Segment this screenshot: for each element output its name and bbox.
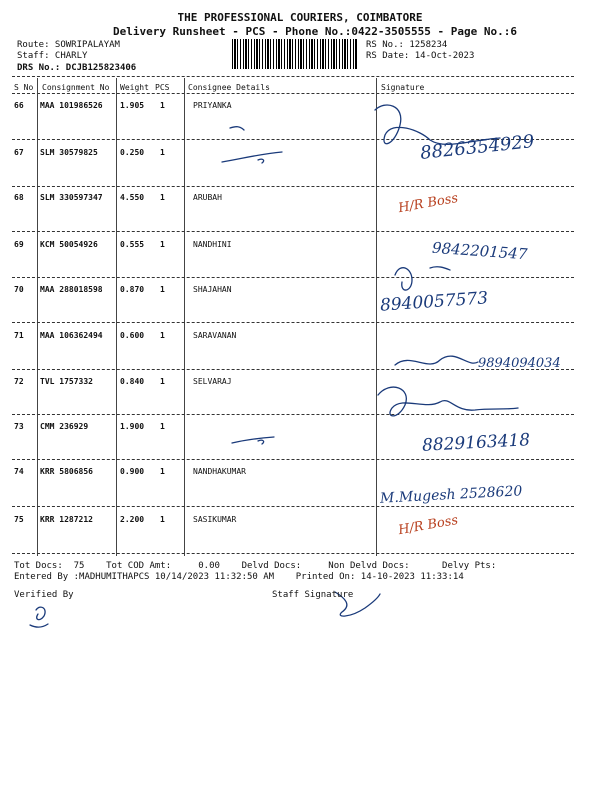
row-sno: 72 <box>14 377 24 386</box>
row-pcs: 1 <box>160 331 165 340</box>
signature-scribble <box>395 267 450 290</box>
row-weight: 1.900 <box>120 422 145 431</box>
row-sno: 71 <box>14 331 24 340</box>
col-consignment: Consignment No <box>42 83 110 92</box>
drs-label: DRS No.: <box>17 63 61 73</box>
handwritten-phone: 9894094034 <box>478 356 561 371</box>
row-pcs: 1 <box>160 285 165 294</box>
runsheet-subtitle: Delivery Runsheet - PCS - Phone No.:0422-3505555 - Page No.:6 <box>113 25 517 38</box>
col-pcs: PCS <box>155 83 170 92</box>
row-consignment: KRR 1287212 <box>40 515 93 524</box>
row-consignment: MAA 101986526 <box>40 101 103 110</box>
row-weight: 0.600 <box>120 331 145 340</box>
row-sno: 68 <box>14 193 24 202</box>
col-weight: Weight <box>120 83 149 92</box>
handwritten-name: M.Mugesh 2528620 <box>379 483 523 507</box>
row-consignee: SHAJAHAN <box>193 285 232 294</box>
rs-number: RS No.: 1258234 <box>366 40 448 50</box>
handwritten-phone: 8940057573 <box>379 288 489 316</box>
row-consignee: ARUBAH <box>193 193 222 202</box>
row-weight: 4.550 <box>120 193 145 202</box>
row-pcs: 1 <box>160 193 165 202</box>
row-consignment: TVL 1757332 <box>40 377 93 386</box>
row-consignment: CMM 236929 <box>40 422 89 431</box>
row-weight: 2.200 <box>120 515 145 524</box>
row-consignee: NANDHINI <box>193 240 232 249</box>
col-signature: Signature <box>381 83 425 92</box>
row-consignment: SLM 30579825 <box>40 148 98 157</box>
handwritten-phone: 8829163418 <box>421 430 531 456</box>
row-consignee: SELVARAJ <box>193 377 232 386</box>
row-pcs: 1 <box>160 422 165 431</box>
row-sno: 66 <box>14 101 24 110</box>
row-consignment: MAA 106362494 <box>40 331 103 340</box>
row-weight: 0.900 <box>120 467 145 476</box>
row-sno: 74 <box>14 467 24 476</box>
row-weight: 0.840 <box>120 377 145 386</box>
verified-by-label: Verified By <box>14 590 74 600</box>
staff-label: Staff: CHARLY <box>17 51 88 61</box>
totals-line: Tot Docs: 75 Tot COD Amt: 0.00 Delvd Docs: Non Delvd Docs: Delvy Pts: <box>14 561 497 571</box>
row-weight: 0.870 <box>120 285 145 294</box>
staff-signature-label: Staff Signature <box>272 590 354 600</box>
row-weight: 0.250 <box>120 148 145 157</box>
signature-scribble <box>375 105 500 144</box>
row-consignment: SLM 330597347 <box>40 193 103 202</box>
signature-scribble <box>230 127 244 130</box>
row-consignment: MAA 288018598 <box>40 285 103 294</box>
row-pcs: 1 <box>160 240 165 249</box>
stamp-hr-boss: H/R Boss <box>397 512 460 539</box>
row-sno: 67 <box>14 148 24 157</box>
company-title: THE PROFESSIONAL COURIERS, COIMBATORE <box>177 11 423 24</box>
row-consignment: KRR 5806856 <box>40 467 93 476</box>
row-sno: 70 <box>14 285 24 294</box>
signature-scribble <box>395 356 478 365</box>
col-sno: S No <box>14 83 34 92</box>
row-weight: 1.905 <box>120 101 145 110</box>
row-pcs: 1 <box>160 467 165 476</box>
row-consignment: KCM 50054926 <box>40 240 98 249</box>
row-pcs: 1 <box>160 515 165 524</box>
handwritten-phone: 9842201547 <box>431 238 528 264</box>
drs-value: DCJB125823406 <box>65 63 137 73</box>
signature-scribble <box>232 437 274 444</box>
row-weight: 0.555 <box>120 240 145 249</box>
row-pcs: 1 <box>160 101 165 110</box>
row-sno: 69 <box>14 240 24 249</box>
row-sno: 75 <box>14 515 24 524</box>
row-sno: 73 <box>14 422 24 431</box>
rs-date: RS Date: 14-Oct-2023 <box>366 51 475 61</box>
signature-scribble <box>30 607 48 627</box>
row-consignee: PRIYANKA <box>193 101 232 110</box>
col-consignee: Consignee Details <box>188 83 270 92</box>
route-label: Route: SOWRIPALAYAM <box>17 40 120 50</box>
row-pcs: 1 <box>160 377 165 386</box>
entered-by-line: Entered By :MADHUMITHAPCS 10/14/2023 11:32:50 AM Printed On: 14-10-2023 11:33:14 <box>14 572 464 582</box>
handwritten-phone: 8826354929 <box>419 131 536 164</box>
row-pcs: 1 <box>160 148 165 157</box>
signature-scribble <box>222 152 282 163</box>
stamp-hr-boss: H/R Boss <box>397 190 460 217</box>
signature-scribble <box>378 387 518 416</box>
row-consignee: SASIKUMAR <box>193 515 237 524</box>
row-consignee: NANDHAKUMAR <box>193 467 246 476</box>
row-consignee: SARAVANAN <box>193 331 237 340</box>
